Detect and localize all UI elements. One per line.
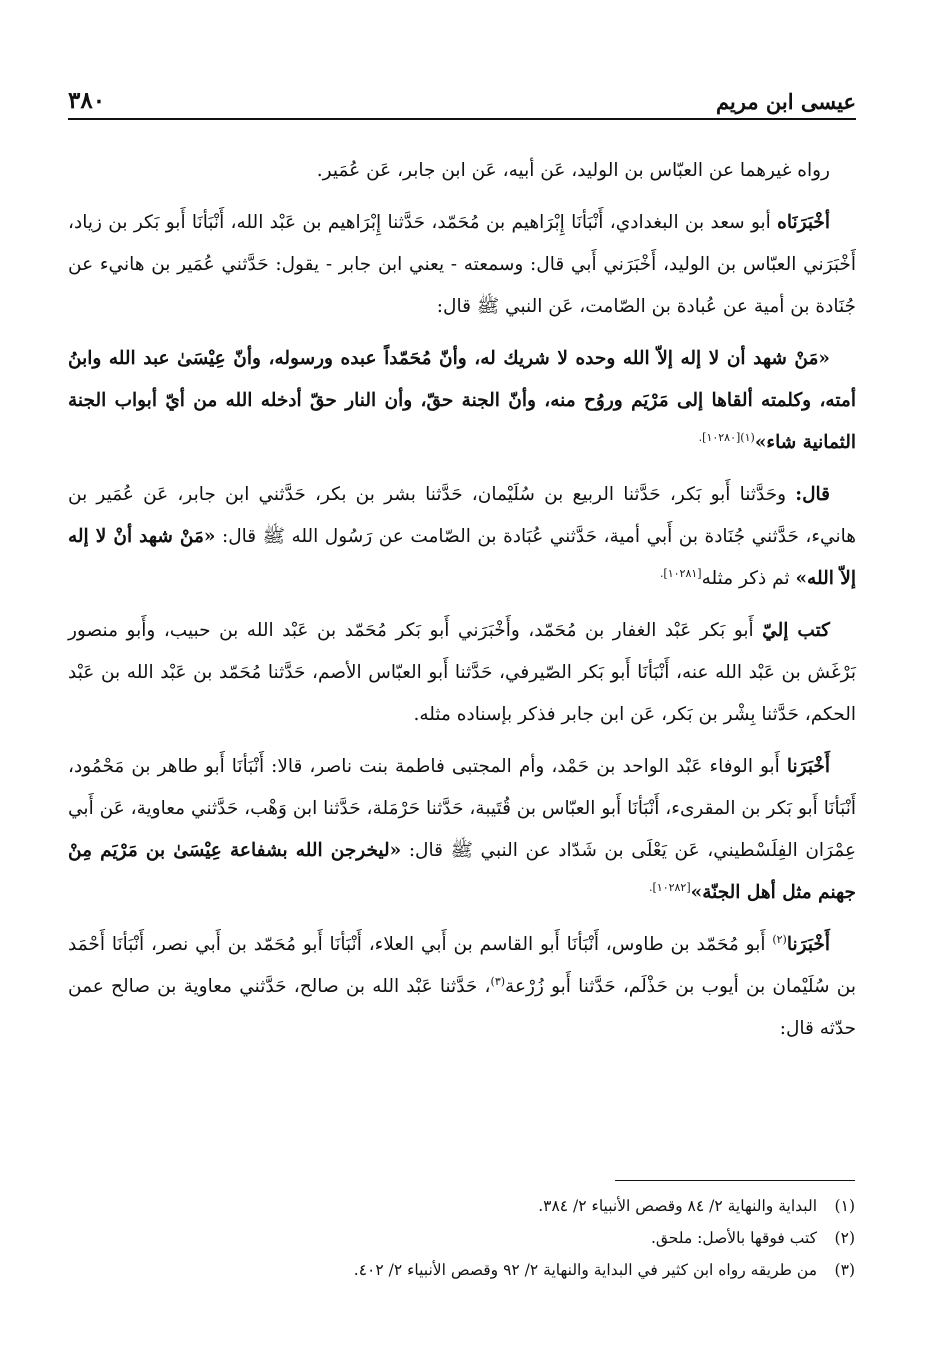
paragraph-2 (68, 202, 856, 328)
running-title: عيسى ابن مريم (715, 89, 856, 114)
paragraph-tail: ، حَدَّثنا عَبْد الله بن صالح، حَدَّثني معاوية بن صالح عمن حدّثه قال: (68, 976, 856, 1039)
footnote-ref: (٣) (490, 974, 506, 988)
footnote-text: البداية والنهاية ٢/ ٨٤ وقصص الأنبياء ٢/ ٣٨٤. (538, 1197, 817, 1215)
footnote-2 (135, 1222, 855, 1254)
footnote-text: من طريقه رواه ابن كثير في البداية والنهاية ٢/ ٩٢ وقصص الأنبياء ٢/ ٤٠٢. (353, 1261, 817, 1279)
paragraph-text: أَبو مُحَمّد بن طاوس، أَنْبَأنَا أَبو القاسم بن أَبي العلاء، أَنْبَأنَا أَبو مُحَمّد بن أَبي نصر، أَنْبَأنَا أَحْمَد بن سُلَيْمان بن أيوب بن حَذْلَم، حَدَّثنا أَبو زُرْعة (68, 934, 856, 997)
footnote-divider (615, 1180, 855, 1181)
paragraph-3 (68, 338, 856, 464)
page-body (68, 150, 856, 1060)
paragraph-lead: قال: (795, 484, 830, 505)
paragraph-lead: أخْبَرَنَاه (777, 212, 830, 233)
paragraph-tail: ثم ذكر مثله (701, 568, 796, 589)
footnote-ref: (٢) (772, 932, 787, 946)
footnote-3 (135, 1254, 855, 1286)
page-header (68, 78, 856, 120)
footnotes (135, 1190, 855, 1286)
footnote-number: (١) (834, 1197, 855, 1215)
paragraph-text: أَبو بَكر عَبْد الغفار بن مُحَمّد، وأَخْبَرَني أَبو بَكر مُحَمّد بن عَبْد الله بن حبيب، وأَبو منصور بَرْغَش بن عَبْد الله عنه، أَنْبَأنَا أَبو بَكر الصّيرفي، حَدَّثنا أَبو العبّاس الأصم، حَدَّثنا مُحَمّد بن عَبْد الله بن عَبْد الحكم، حَدَّثنا بِشْر بن بَكر، عَن ابن جابر فذكر بإسناده مثله. (68, 620, 856, 725)
footnote-text: كتب فوقها بالأصل: ملحق. (650, 1229, 817, 1247)
hadith-text: «مَنْ شهد أنْ لا إله إلاّ الله» (68, 526, 856, 589)
paragraph-6 (68, 746, 856, 914)
hadith-number: [١٠٢٨٢]. (648, 880, 691, 894)
paragraph-text: رواه غيرهما عن العبّاس بن الوليد، عَن أبيه، عَن ابن جابر، عَن عُمَير. (316, 160, 830, 181)
hadith-number: [١٠٢٨٠]. (698, 430, 741, 444)
hadith-text: «مَنْ شهد أن لا إله إلاّ الله وحده لا شريك له، وأنّ مُحَمّداً عبده ورسوله، وأنّ عِيْسَىٰ عبد الله وابنُ أمته، وكلمته ألقاها إلى مَرْيَم وروُح منه، وأنّ الجنة حقّ، وأن النار حقّ أدخله الله من أيّ أبواب الجنة الثمانية شاء» (68, 348, 856, 453)
footnote-number: (٣) (834, 1261, 855, 1279)
paragraph-7 (68, 924, 856, 1050)
paragraph-4 (68, 474, 856, 600)
footnote-ref: (١) (740, 430, 755, 444)
paragraph-text: أَبو الوفاء عَبْد الواحد بن حَمْد، وأم المجتبى فاطمة بنت ناصر، قالا: أَنْبَأنَا أَبو طاهر بن مَحْمُود، أَنْبَأنَا أَبو بَكر بن المقرىء، أَنْبَأنَا أَبو العبّاس بن قُتَيبة، حَدَّثنا حَرْمَلة، حَدَّثنا ابن وَهْب، حَدَّثني معاوية، عَن أَبي عِمْرَان الفِلَسْطيني، عَن يَعْلَى بن شَدّاد عن النبي ﷺ قال: (68, 756, 856, 861)
page-number: ٣٨٠ (68, 87, 106, 114)
paragraph-lead: كتب إليّ (762, 620, 830, 641)
paragraph-text: وحَدَّثنا أَبو بَكر، حَدَّثنا الربيع بن سُلَيْمان، حَدَّثنا بشر بن بكر، حَدَّثني ابن جابر، عَن عُمَير بن هانيء، حَدَّثني جُنَادة بن أَبي أمية، حَدَّثني عُبَادة بن الصّامت عن رَسُول الله ﷺ قال: (68, 484, 856, 547)
paragraph-text: أبو سعد بن البغدادي، أَنْبَأنَا إِبْرَاهيم بن مُحَمّد، حَدَّثنا إِبْرَاهيم بن عَبْد الله، أَنْبَأنَا أَبو بَكر بن زياد، أَخْبَرَني العبّاس بن الوليد، أَخْبَرَني أَبي قال: وسمعته - يعني ابن جابر - يقول: حَدَّثني عُمَير بن هانيء عن جُنَادة بن أمية عن عُبادة بن الصّامت، عَن النبي ﷺ قال: (68, 212, 856, 317)
footnote-number: (٢) (834, 1229, 855, 1247)
hadith-number: [١٠٢٨١]. (659, 566, 702, 580)
paragraph-5 (68, 610, 856, 736)
paragraph-lead: أَخْبَرَنا (786, 756, 830, 777)
paragraph-lead: أَخْبَرَنا (786, 934, 830, 955)
footnote-1 (135, 1190, 855, 1222)
hadith-text: «ليخرجن الله بشفاعة عِيْسَىٰ بن مَرْيَم مِنْ جهنم مثل أهل الجنّة» (68, 840, 856, 903)
paragraph-1 (68, 150, 856, 192)
